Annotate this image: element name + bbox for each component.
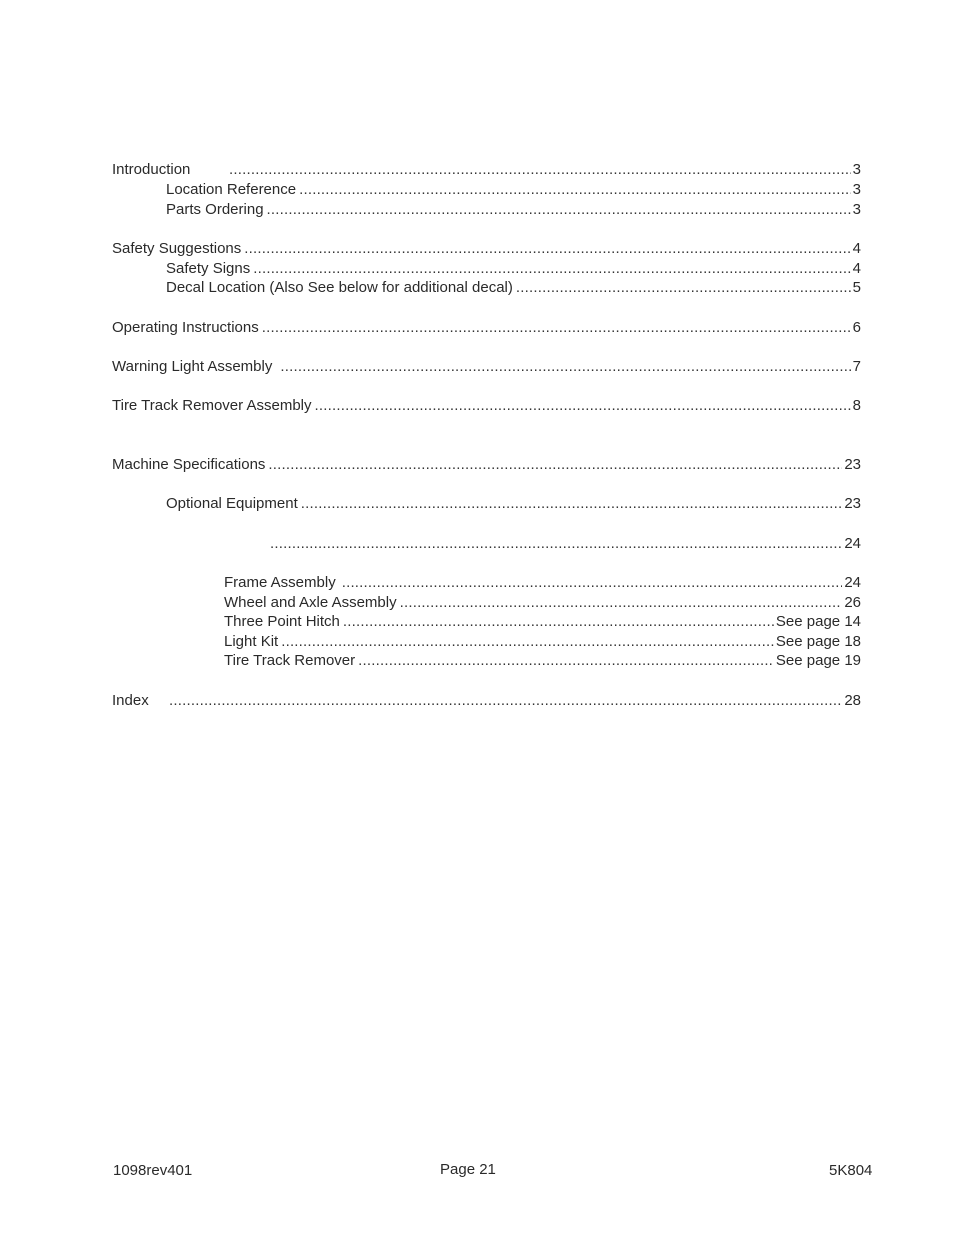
toc-entry-leader xyxy=(301,494,843,514)
toc-entry-light-kit xyxy=(224,632,861,652)
toc-entry-page: 8 xyxy=(852,397,861,414)
toc-entry-page: 4 xyxy=(852,260,861,277)
toc-entry-page: 3 xyxy=(852,201,861,218)
toc-entry-title: Safety Suggestions xyxy=(112,240,242,257)
toc-entry-page: 7 xyxy=(852,358,861,375)
toc-entry-page: 28 xyxy=(844,692,861,709)
toc-entry-machine-specifications xyxy=(112,455,861,475)
toc-entry-wheel-and-axle-assembly xyxy=(224,593,861,613)
toc-entry-page: 6 xyxy=(852,319,861,336)
toc-entry-title: Introduction xyxy=(112,161,191,178)
toc-entry-untitled xyxy=(270,534,861,554)
toc-entry-page: 3 xyxy=(852,181,861,198)
toc-entry-title: Tire Track Remover xyxy=(224,652,356,669)
toc-entry-leader xyxy=(169,691,842,711)
toc-entry-title: Safety Signs xyxy=(166,260,251,277)
toc-entry-leader xyxy=(516,278,851,298)
toc-entry-operating-instructions xyxy=(112,318,861,338)
toc-entry-leader xyxy=(229,160,851,180)
toc-entry-page: 26 xyxy=(844,594,861,611)
toc-entry-tire-track-remover xyxy=(224,651,861,671)
toc-entry-page: 4 xyxy=(852,240,861,257)
toc-entry-page: See page 19 xyxy=(775,652,861,669)
toc-entry-leader xyxy=(253,259,850,279)
toc-entry-leader xyxy=(400,593,843,613)
footer-model-number: 5K804 xyxy=(829,1162,873,1179)
toc-entry-leader xyxy=(280,357,850,377)
toc-entry-page: 24 xyxy=(844,535,861,552)
toc-entry-title: Operating Instructions xyxy=(112,319,259,336)
toc-entry-title: Machine Specifications xyxy=(112,456,266,473)
toc-entry-leader xyxy=(270,534,842,554)
toc-entry-title: Frame Assembly xyxy=(224,574,336,591)
toc-entry-parts-ordering xyxy=(166,200,861,220)
toc-entry-leader xyxy=(299,180,851,200)
toc-entry-page: See page 14 xyxy=(775,613,861,630)
toc-entry-title: Decal Location (Also See below for additional decal) xyxy=(166,279,513,296)
toc-entry-page: 3 xyxy=(852,161,861,178)
toc-entry-safety-signs xyxy=(166,259,861,279)
toc-entry-tire-track-remover-assembly xyxy=(112,396,861,416)
toc-entry-page: See page 18 xyxy=(775,633,861,650)
toc-entry-frame-assembly xyxy=(224,573,861,593)
toc-entry-page: 23 xyxy=(844,495,861,512)
toc-entry-title: Index xyxy=(112,692,149,709)
toc-entry-introduction xyxy=(112,160,861,180)
toc-entry-title: Optional Equipment xyxy=(166,495,298,512)
toc-entry-three-point-hitch xyxy=(224,612,861,632)
toc-entry-leader xyxy=(342,573,843,593)
toc-entry-leader xyxy=(262,318,851,338)
toc-entry-title: Wheel and Axle Assembly xyxy=(224,594,397,611)
toc-entry-page: 23 xyxy=(844,456,861,473)
toc-entry-decal-location xyxy=(166,278,861,298)
toc-entry-leader xyxy=(343,612,774,632)
toc-entry-safety-suggestions xyxy=(112,239,861,259)
toc-entry-location-reference xyxy=(166,180,861,200)
toc-entry-title: Parts Ordering xyxy=(166,201,264,218)
toc-entry-page: 24 xyxy=(844,574,861,591)
footer-document-revision: 1098rev401 xyxy=(113,1162,193,1179)
toc-entry-index xyxy=(112,691,861,711)
toc-entry-leader xyxy=(267,200,851,220)
toc-entry-optional-equipment xyxy=(166,494,861,514)
toc-entry-title: Warning Light Assembly xyxy=(112,358,273,375)
toc-entry-title: Three Point Hitch xyxy=(224,613,340,630)
toc-entry-warning-light-assembly xyxy=(112,357,861,377)
toc-entry-title: Location Reference xyxy=(166,181,297,198)
toc-entry-leader xyxy=(244,239,850,259)
toc-entry-leader xyxy=(268,455,842,475)
toc-entry-title: Tire Track Remover Assembly xyxy=(112,397,312,414)
toc-entry-leader xyxy=(315,396,851,416)
toc-entry-title: Light Kit xyxy=(224,633,279,650)
toc-entry-page: 5 xyxy=(852,279,861,296)
toc-entry-leader xyxy=(358,651,774,671)
toc-entry-leader xyxy=(281,632,774,652)
footer-page-number: Page 21 xyxy=(440,1161,496,1178)
